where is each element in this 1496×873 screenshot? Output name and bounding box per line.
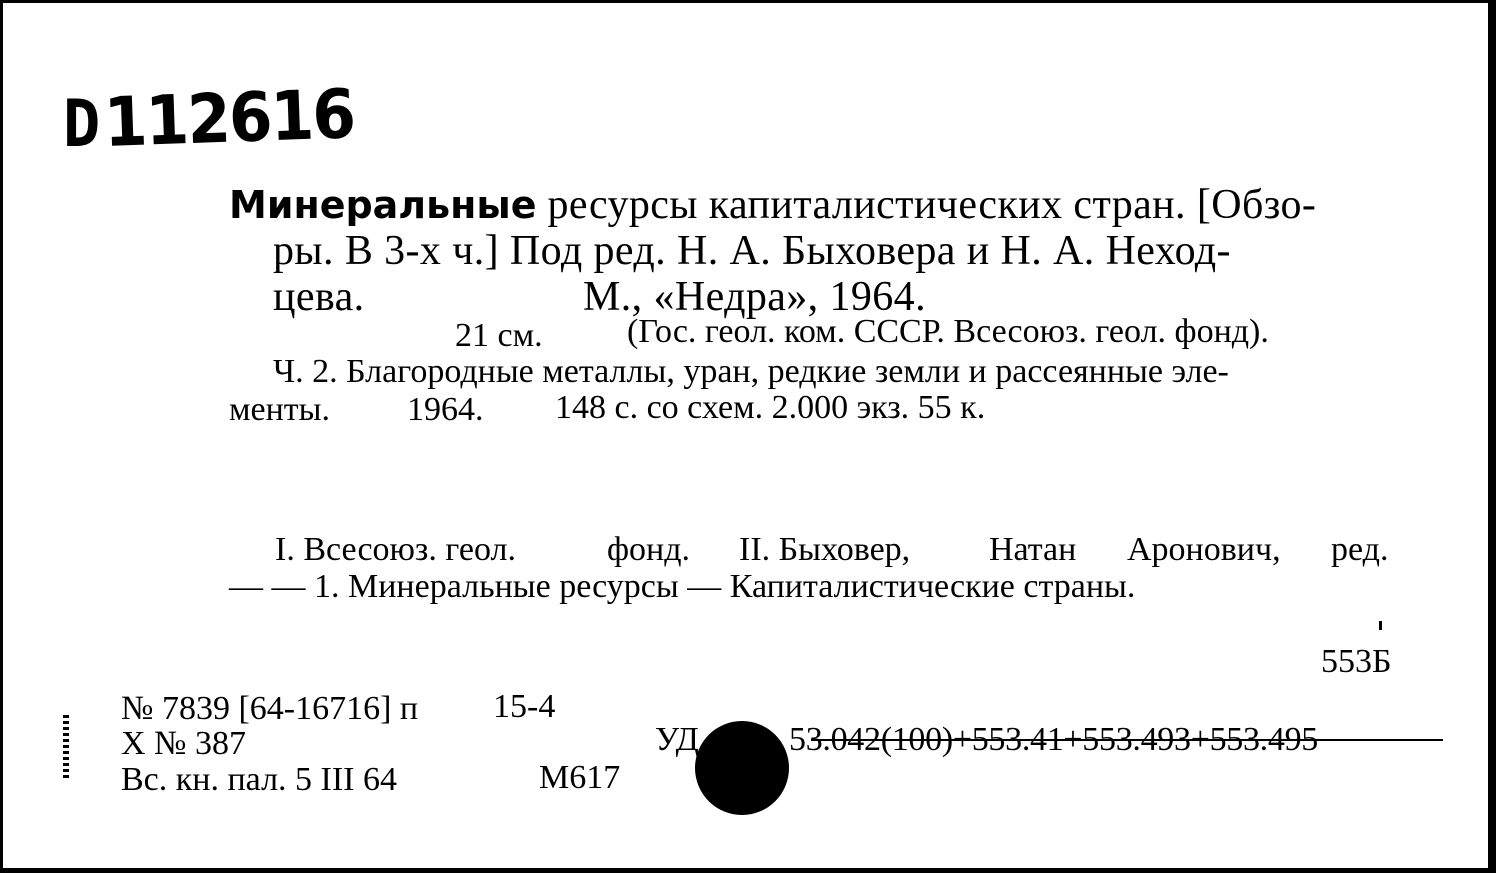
size: 21 см. xyxy=(455,317,543,354)
udc-prefix: УД xyxy=(655,721,699,758)
registration-line-1a: № 7839 [64-16716] п xyxy=(121,690,419,727)
tracing-1f: ред. xyxy=(1331,531,1389,568)
title-line-3a: цева. xyxy=(273,274,365,320)
part-line-1: Ч. 2. Благородные металлы, уран, редкие земли и рассеянные эле- xyxy=(273,353,1229,390)
udc-strikethrough xyxy=(811,739,1443,741)
part-line-2a: менты. xyxy=(229,391,331,428)
title-heading-word: Минеральные xyxy=(229,183,537,227)
part-line-2c: 148 с. со схем. 2.000 экз. 55 к. xyxy=(555,389,986,426)
registration-line-1b: 15-4 xyxy=(493,688,556,725)
edge-marks xyxy=(63,715,69,779)
tracing-1c: II. Быховер, xyxy=(739,531,911,568)
title-line-1 xyxy=(229,184,1316,226)
accession-letter: D xyxy=(63,85,101,162)
title-line-1-text: ресурсы капиталистических стран. [Обзо- xyxy=(547,182,1317,228)
imprint: М., «Недра», 1964. xyxy=(583,274,926,320)
registration-line-2: Х № 387 xyxy=(121,725,246,762)
punch-hole xyxy=(695,721,789,815)
accession-number: 112616 xyxy=(102,75,356,163)
registration-line-3a: Вс. кн. пал. 5 III 64 xyxy=(121,761,398,798)
tracing-1e: Аронович, xyxy=(1127,531,1281,568)
tick-mark xyxy=(1379,621,1382,630)
classification-number: 553Б xyxy=(1321,643,1392,680)
registration-line-3b: М617 xyxy=(539,759,621,796)
tracing-1b: фонд. xyxy=(607,531,691,568)
part-line-2b: 1964. xyxy=(407,391,484,428)
udc-code: 53.042(100)+553.41+553.493+553.495 xyxy=(789,721,1318,758)
accession-stamp xyxy=(63,75,376,169)
series-note: (Гос. геол. ком. СССР. Всесоюз. геол. фонд). xyxy=(627,313,1269,350)
tracing-2: — — 1. Минеральные ресурсы — Капиталистические страны. xyxy=(229,568,1136,605)
title-line-2: ры. В 3-х ч.] Под ред. Н. А. Быховера и Н. А. Неход- xyxy=(273,228,1231,274)
tracing-1a: I. Всесоюз. геол. xyxy=(275,531,516,568)
tracing-1d: Натан xyxy=(989,531,1077,568)
